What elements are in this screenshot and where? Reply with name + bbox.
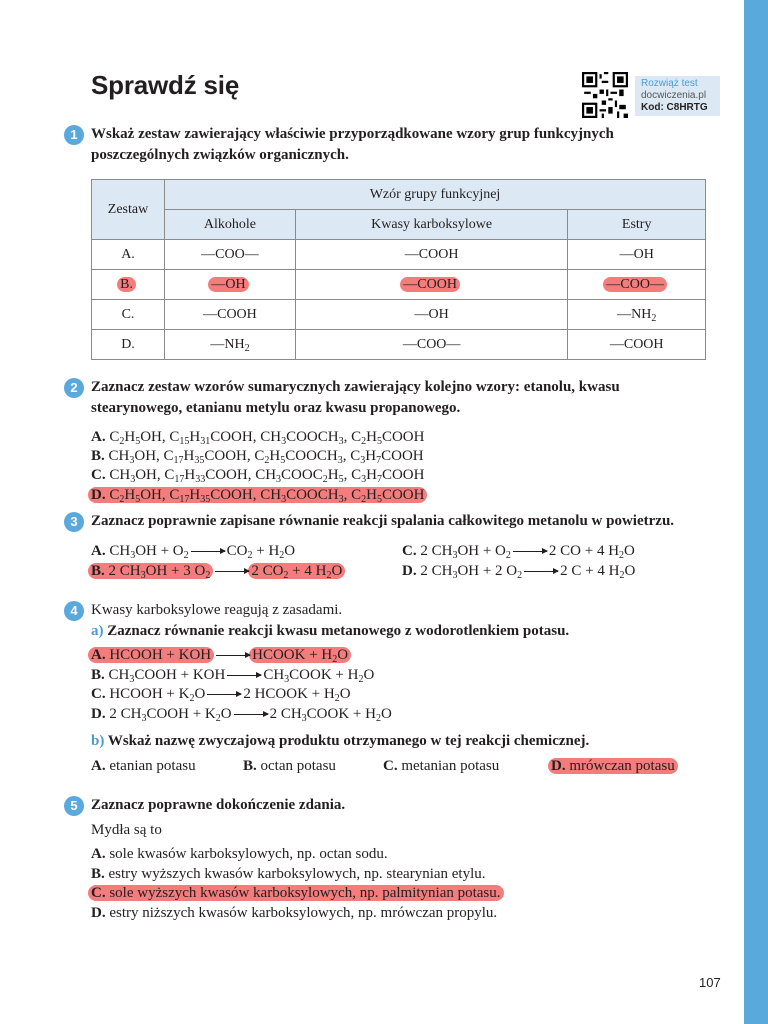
row-label[interactable]: C. [92, 300, 165, 330]
row-label[interactable]: A. [92, 240, 165, 270]
q2-option-c[interactable]: C. $CH_3OH$, $C_{17}H_{33}COOH$, $CH_3COOC_2H_5$, $C_3H_7COOH$ [91, 467, 425, 485]
qr-code-label: Kod: C8HRTG [641, 102, 708, 113]
table-row[interactable] [92, 300, 706, 330]
option-label: C. [91, 885, 106, 901]
q4b-option-d[interactable] [551, 756, 678, 776]
selected-answer[interactable] [548, 758, 678, 774]
question-number-5: 5 [64, 796, 84, 816]
subquestion-text: Wskaż nazwę zwyczajową produktu otrzymanego w tej reakcji chemicznej. [107, 733, 590, 749]
cell: —COOH [165, 300, 296, 330]
selected-answer[interactable]: B. [117, 277, 136, 292]
arrow-icon [215, 571, 249, 572]
cell: —COO— [295, 330, 568, 360]
table-header-alkohole: Alkohole [165, 210, 296, 240]
arrow-icon [234, 714, 268, 715]
question-1-text: Wskaż zestaw zawierający właściwie przyporządkowane wzory grup funkcyjnych poszczególnych związków organicznych. [91, 126, 614, 163]
q2-option-a[interactable]: A. $C_2H_5OH$, $C_{15}H_{31}COOH$, $CH_3COOCH_3$, $C_2H_5COOH$ [91, 429, 425, 447]
table-row[interactable] [92, 240, 706, 270]
qr-line-2: docwiczenia.pl [641, 90, 707, 101]
q3-option-a[interactable]: A. $CH_3OH + O_2$ $CO_2 + H_2O$ [91, 543, 296, 561]
question-4a [91, 621, 706, 642]
arrow-icon [207, 694, 241, 695]
q3-option-c[interactable]: C. 2 $CH_3OH + O_2$ 2 CO + 4 $H_2O$ [402, 543, 635, 561]
selected-answer: —OH [208, 277, 248, 292]
arrow-icon [216, 655, 250, 656]
cell: $—NH_2$ [165, 330, 296, 360]
q4a-option-c[interactable]: C. HCOOH + $K_2O$ 2 HCOOK + $H_2O$ [91, 686, 351, 704]
question-number-3: 3 [64, 512, 84, 532]
q5-option-b[interactable] [91, 864, 486, 884]
qr-test-box[interactable] [582, 72, 720, 118]
question-4-intro: Kwasy karboksylowe reagują z zasadami. [91, 602, 343, 618]
cell [165, 270, 296, 300]
option-label: C. [402, 543, 417, 559]
table-row[interactable] [92, 270, 706, 300]
page-title: Sprawdź się [91, 70, 240, 100]
option-text: mrówczan potasu [569, 758, 675, 774]
question-number-4: 4 [64, 601, 84, 621]
selected-answer[interactable]: B. 2 $CH_3OH + 3$ $O_2$ [88, 563, 213, 579]
page-edge-stripe [744, 0, 768, 1024]
question-5-text: Zaznacz poprawne dokończenie zdania. [91, 797, 346, 813]
option-label: B. [91, 563, 105, 579]
cell-text: —NH [210, 336, 245, 352]
row-label[interactable]: D. [92, 330, 165, 360]
option-label: B. [243, 758, 257, 774]
arrow-icon [524, 571, 558, 572]
table-header-zestaw: Zestaw [92, 180, 165, 240]
question-4b [91, 731, 706, 752]
selected-answer-products[interactable]: HCOOK + $H_2O$ [249, 647, 351, 663]
table-header-group: Wzór grupy funkcyjnej [165, 180, 706, 210]
selected-answer[interactable] [88, 885, 504, 901]
question-3-text: Zaznacz poprawnie zapisane równanie reakcji spalania całkowitego metanolu w powietrzu. [91, 513, 675, 529]
option-label: C. [91, 467, 106, 483]
option-label: C. [383, 758, 398, 774]
subquestion-text: Zaznacz równanie reakcji kwasu metanowego z wodorotlenkiem potasu. [107, 623, 570, 639]
cell [295, 270, 568, 300]
q5-option-c[interactable] [91, 883, 504, 903]
option-text: estry niższych kwasów karboksylowych, np. mrówczan propylu. [109, 905, 498, 921]
option-label: A. [91, 543, 106, 559]
cell: $—NH_2$ [568, 300, 706, 330]
option-text: estry wyższych kwasów karboksylowych, np. stearynian etylu. [108, 866, 486, 882]
option-text: octan potasu [260, 758, 336, 774]
option-label: D. [91, 487, 106, 503]
page-number: 107 [699, 975, 721, 990]
option-text: etanian potasu [109, 758, 196, 774]
selected-answer[interactable]: A. HCOOH + KOH [88, 647, 214, 663]
q4b-option-b[interactable] [243, 756, 336, 776]
cell: —COOH [295, 240, 568, 270]
subquestion-label: b) [91, 733, 105, 749]
subquestion-label: a) [91, 623, 104, 639]
option-label: D. [551, 758, 566, 774]
table-header-estry: Estry [568, 210, 706, 240]
question-2-text: Zaznacz zestaw wzorów sumarycznych zawierający kolejno wzory: etanolu, kwasu stearynowego, etanianu metylu oraz kwasu propanowego. [91, 379, 620, 416]
question-number-1: 1 [64, 125, 84, 145]
q4a-option-d[interactable]: D. 2 $CH_3COOH + K_2O$ 2 $CH_3COOK + H_2O$ [91, 706, 392, 724]
question-5-stem: Mydła są to [91, 822, 162, 838]
selected-answer: —COOH [400, 277, 460, 292]
option-label: A. [91, 846, 106, 862]
q4b-option-c[interactable] [383, 756, 499, 776]
q4a-option-a[interactable] [91, 645, 351, 665]
table-row[interactable] [92, 330, 706, 360]
qr-line-1: Rozwiąż test [641, 78, 698, 89]
arrow-icon [191, 551, 225, 552]
table-header-kwasy: Kwasy karboksylowe [295, 210, 568, 240]
q5-option-a[interactable] [91, 844, 388, 864]
q5-option-d[interactable] [91, 903, 497, 923]
selected-answer-products[interactable]: 2 $CO_2 + 4$ $H_2O$ [248, 563, 345, 579]
q2-option-b[interactable]: B. $CH_3OH$, $C_{17}H_{35}COOH$, $C_2H_5COOCH_3$, $C_3H_7COOH$ [91, 448, 424, 466]
option-label: B. [91, 448, 105, 464]
question-number-2: 2 [64, 378, 84, 398]
row-label[interactable] [92, 270, 165, 300]
option-text: metanian potasu [401, 758, 500, 774]
cell: —COOH [568, 330, 706, 360]
cell [568, 270, 706, 300]
option-label: D. [91, 905, 106, 921]
q3-option-d[interactable]: D. 2 $CH_3OH + 2$ $O_2$ 2 C + 4 $H_2O$ [402, 563, 636, 581]
qr-info [635, 76, 720, 116]
cell-text: —NH [617, 306, 652, 322]
arrow-icon [513, 551, 547, 552]
option-label: A. [91, 429, 106, 445]
q4b-option-a[interactable] [91, 756, 196, 776]
cell: —OH [568, 240, 706, 270]
option-text: sole kwasów karboksylowych, np. octan sodu. [109, 846, 388, 862]
option-text: sole wyższych kwasów karboksylowych, np. palmitynian potasu. [109, 885, 501, 901]
selected-answer: —COO— [603, 277, 667, 292]
functional-groups-table [91, 179, 706, 360]
option-label: B. [91, 866, 105, 882]
cell: —OH [295, 300, 568, 330]
q3-option-b[interactable] [91, 561, 345, 581]
option-label: A. [91, 758, 106, 774]
q4a-option-b[interactable]: B. $CH_3COOH$ + KOH $CH_3COOK + H_2O$ [91, 667, 375, 685]
option-label: D. [402, 563, 417, 579]
qr-code-icon[interactable] [582, 72, 628, 118]
selected-answer[interactable]: D. $C_2H_5OH$, $C_{17}H_{35}COOH$, $CH_3COOCH_3$, $C_2H_5COOH$ [88, 487, 427, 503]
q2-option-d[interactable] [91, 485, 427, 505]
cell: —COO— [165, 240, 296, 270]
arrow-icon [227, 675, 261, 676]
